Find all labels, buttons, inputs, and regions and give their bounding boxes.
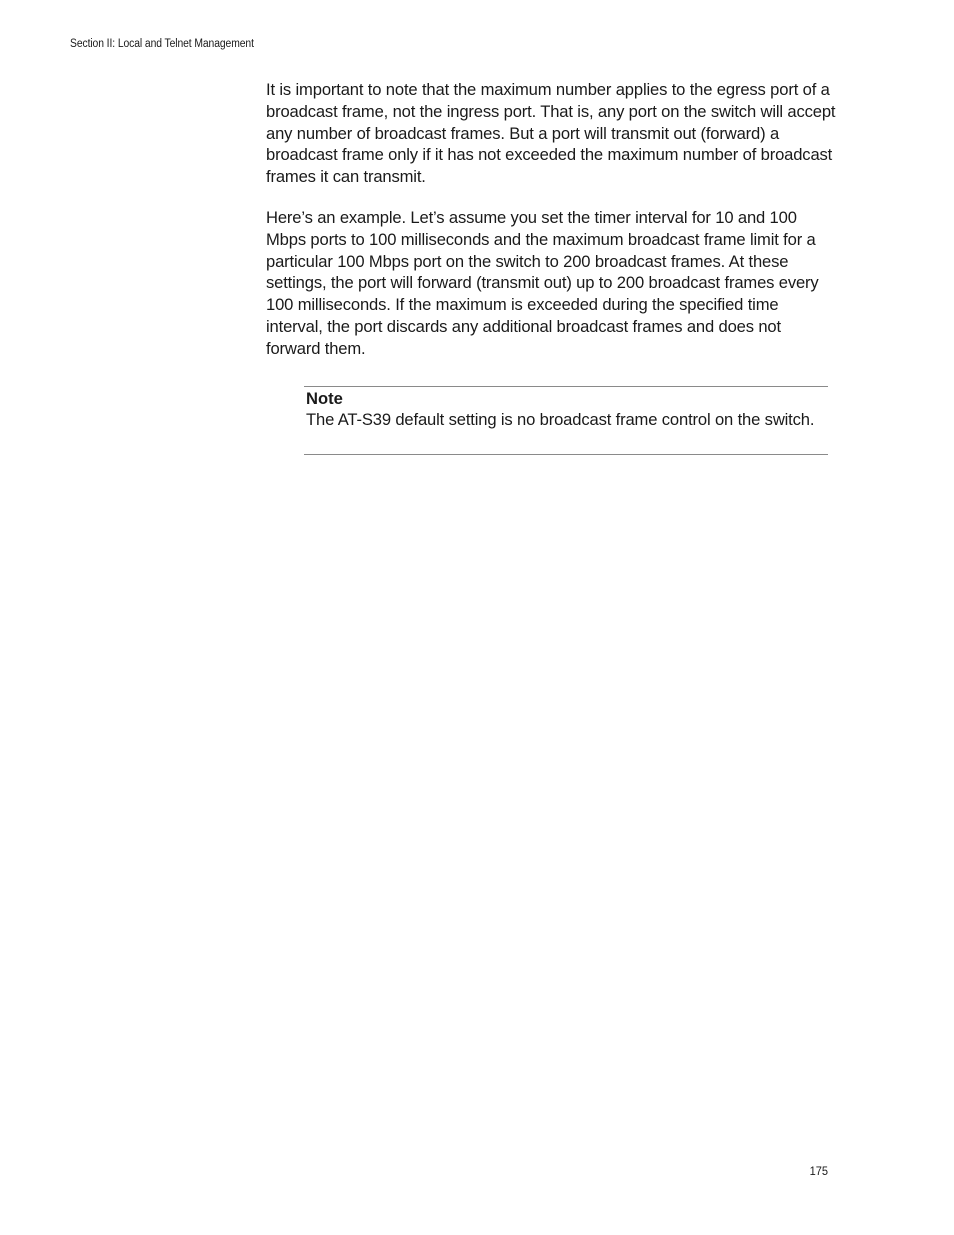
body-paragraph-example: Here’s an example. Let’s assume you set the timer interval for 10 and 100 Mbps ports to 100 milliseconds and the maximum broadcast frame limit for a particular 100 Mbps port on the switch to 200 broadcast frames. At these settings, the port will forward (transmit out) up to 200 broadcast frames every 100 milliseconds. If the maximum is exceeded during the specified time interval, the port discards any additional broadcast frames and does not forward them. — [266, 208, 819, 358]
note-text: The AT-S39 default setting is no broadcast frame control on the switch. — [306, 410, 815, 429]
body-paragraph-egress: It is important to note that the maximum number applies to the egress port of a broadcast frame, not the ingress port. That is, any port on the switch will accept any number of broadcast frames. But a port will transmit out (forward) a broadcast frame only if it has not exceeded the maximum number of broadcast frames it can transmit. — [266, 80, 836, 187]
page-number: 175 — [809, 1164, 828, 1178]
running-header: Section II: Local and Telnet Management — [70, 38, 254, 50]
note-title: Note — [306, 389, 343, 408]
note-box — [304, 386, 828, 455]
